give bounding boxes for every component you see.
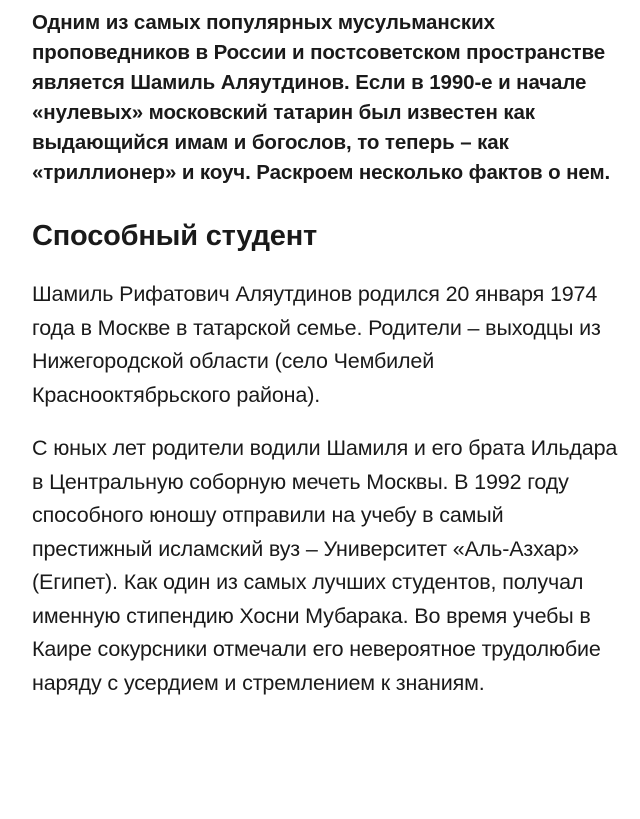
section-title: Способный студент <box>32 220 318 252</box>
body-paragraph-1: Шамиль Рифатович Аляутдинов родился 20 января 1974 года в Москве в татарской семье. Родители – выходцы из Нижегородской области (село Чембилей Краснооктябрьского района). <box>32 282 601 407</box>
lead-paragraph: Одним из самых популярных мусульманских проповедников в России и постсоветском пространстве является Шамиль Аляутдинов. Если в 1990-е и начале «нулевых» московский татарин был известен как выдающийся имам и богослов, то теперь – как «триллионер» и коуч. Раскроем несколько фактов о нем. <box>32 11 611 184</box>
body-paragraph-2: С юных лет родители водили Шамиля и его брата Ильдара в Центральную соборную мечеть Москвы. В 1992 году способного юношу отправили на учебу в самый престижный исламский вуз – Университет «Аль-Азхар» (Египет). Как один из самых лучших студентов, получал именную стипендию Хосни Мубарака. Во время учебы в Каире сокурсники отмечали его невероятное трудолюбие наряду с усердием и стремлением к знаниям. <box>32 436 618 695</box>
article <box>32 0 622 700</box>
